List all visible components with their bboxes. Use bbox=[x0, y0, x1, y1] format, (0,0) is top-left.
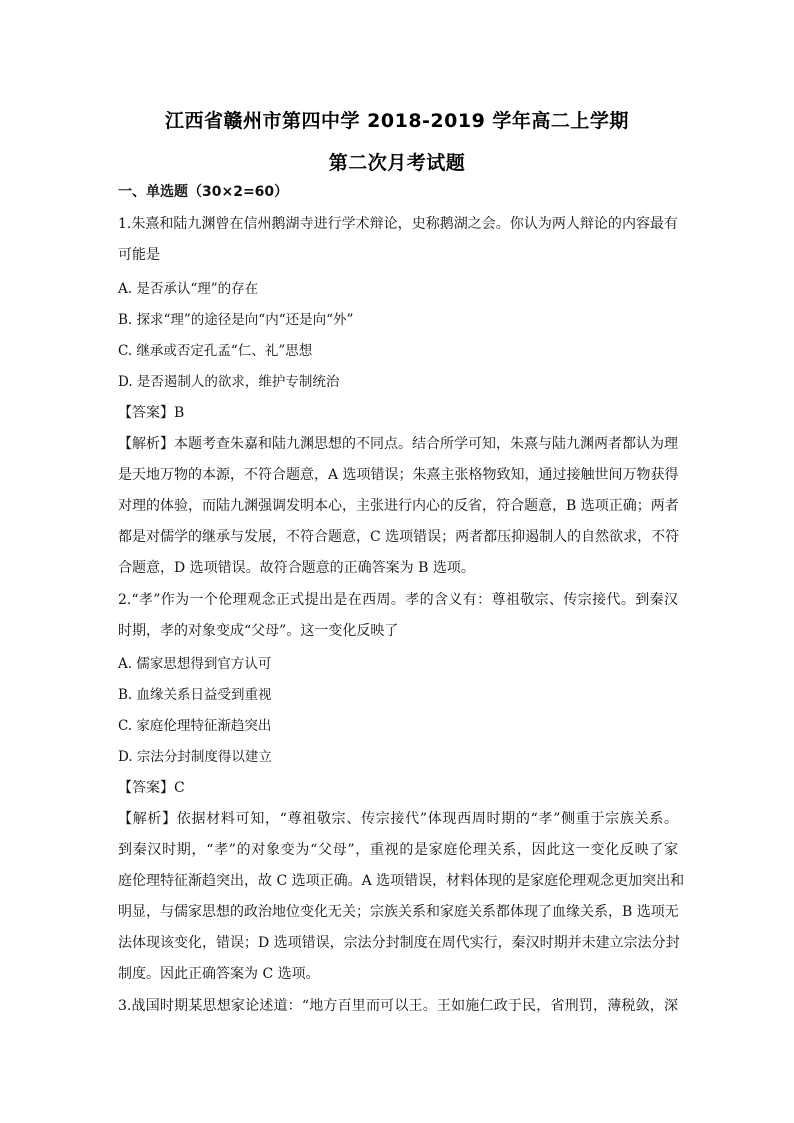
exam-title: 江西省赣州市第四中学 2018-2019 学年高二上学期 bbox=[165, 110, 629, 132]
q2-analysis-line: 制度。因此正确答案为 C 选项。 bbox=[118, 966, 320, 982]
q3-stem-line: 3.战国时期某思想家论述道：“地方百里而可以王。王如施仁政于民，省刑罚，薄税敛，深 bbox=[118, 998, 678, 1014]
exam-subtitle: 第二次月考试题 bbox=[328, 152, 466, 174]
q2-analysis-line: 法体现该变化，错误；D 选项错误，宗法分封制度在周代实行，秦汉时期并未建立宗法分封 bbox=[118, 935, 680, 951]
q1-option-d: D. 是否遏制人的欲求，维护专制统治 bbox=[118, 374, 340, 390]
q1-option-c: C. 继承或否定孔孟“仁、礼”思想 bbox=[118, 343, 313, 359]
q2-option-c: C. 家庭伦理特征渐趋突出 bbox=[118, 718, 272, 734]
q1-stem-line: 可能是 bbox=[118, 247, 160, 263]
q2-stem-line: 时期，孝的对象变成“父母”。这一变化反映了 bbox=[118, 623, 399, 639]
q1-analysis-line: 对理的体验，而陆九渊强调发明本心，主张进行内心的反省，符合题意，B 选项正确；两者 bbox=[118, 498, 679, 514]
q1-answer: 【答案】B bbox=[118, 405, 185, 421]
q2-answer: 【答案】C bbox=[118, 780, 185, 796]
q1-analysis-line: 合题意，D 选项错误。故符合题意的正确答案为 B 选项。 bbox=[118, 560, 475, 576]
section-heading: 一、单选题（30×2=60） bbox=[118, 184, 289, 200]
q2-analysis-line: 庭伦理特征渐趋突出，故 C 选项正确。A 选项错误，材料体现的是家庭伦理观念更加突出和 bbox=[118, 873, 685, 889]
q2-stem-line: 2.“孝”作为一个伦理观念正式提出是在西周。孝的含义有：尊祖敬宗、传宗接代。到秦汉 bbox=[118, 592, 678, 608]
q1-analysis-line: 【解析】本题考查朱嘉和陆九渊思想的不同点。结合所学可知，朱熹与陆九渊两者都认为理 bbox=[118, 436, 678, 452]
q2-option-b: B. 血缘关系日益受到重视 bbox=[118, 687, 272, 703]
q1-stem-line: 1.朱熹和陆九渊曾在信州鹅湖寺进行学术辩论，史称鹅湖之会。你认为两人辩论的内容最有 bbox=[118, 216, 678, 232]
q2-analysis-line: 【解析】依据材料可知，“尊祖敬宗、传宗接代”体现西周时期的“孝”侧重于宗族关系。 bbox=[118, 811, 678, 827]
q1-analysis-line: 都是对儒学的继承与发展，不符合题意，C 选项错误；两者都压抑遏制人的自然欲求，不符 bbox=[118, 529, 680, 545]
q1-option-a: A. 是否承认“理”的存在 bbox=[118, 281, 259, 297]
q2-option-a: A. 儒家思想得到官方认可 bbox=[118, 656, 272, 672]
q2-analysis-line: 到秦汉时期，“孝”的对象变为“父母”，重视的是家庭伦理关系，因此这一变化反映了家 bbox=[118, 842, 678, 858]
q1-analysis-line: 是天地万物的本源，不符合题意，A 选项错误；朱熹主张格物致知，通过接触世间万物获得 bbox=[118, 467, 679, 483]
q1-option-b: B. 探求“理”的途径是向“内“还是向“外” bbox=[118, 312, 354, 328]
q2-analysis-line: 明显，与儒家思想的政治地位变化无关；宗族关系和家庭关系都体现了血缘关系，B 选项无 bbox=[118, 904, 679, 920]
q2-option-d: D. 宗法分封制度得以建立 bbox=[118, 749, 272, 765]
